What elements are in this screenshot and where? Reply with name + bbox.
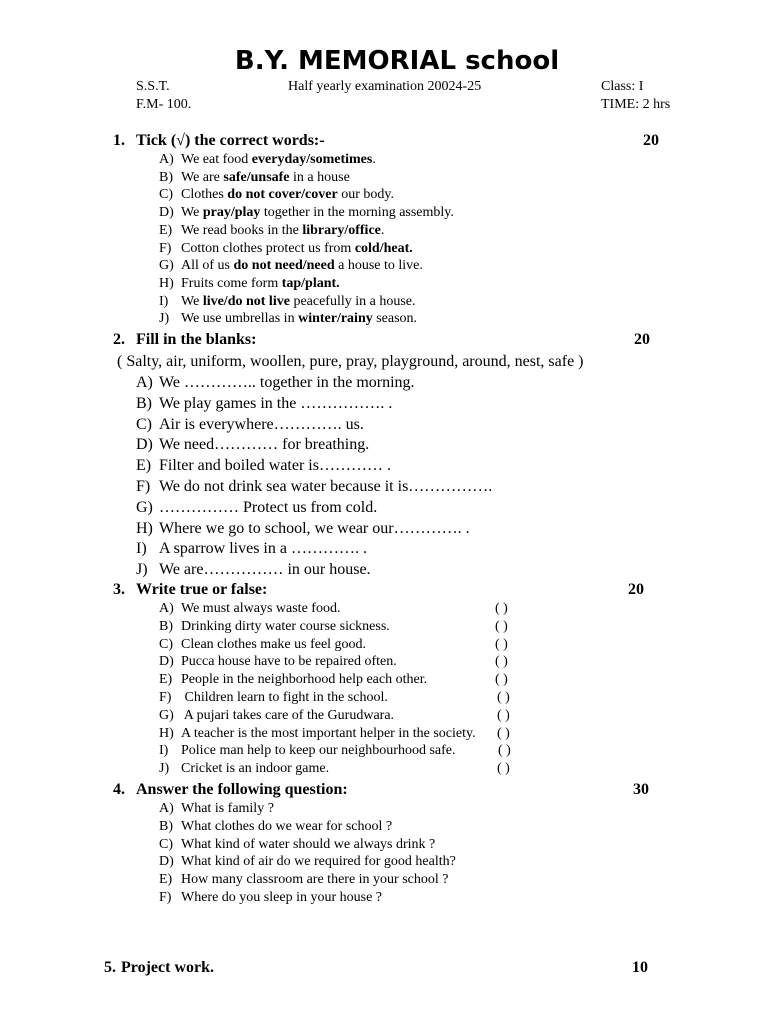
item-letter: A) [159, 152, 174, 167]
answer-blank: ( ) [495, 654, 508, 670]
item-text: We ………….. together in the morning. [159, 374, 415, 391]
item-letter: H) [136, 519, 153, 537]
item-letter: H) [159, 725, 174, 741]
choice-words: tap/plant. [281, 275, 340, 291]
answer-blank: ( ) [495, 601, 508, 616]
item-text: Clean clothes make us feel good. [181, 636, 367, 652]
item-text [181, 222, 384, 240]
item-letter: G) [159, 707, 174, 723]
exam-title: Half yearly examination 20024-25 [288, 79, 482, 94]
answer-blank: ( ) [498, 743, 511, 759]
item-text-part: . [380, 222, 385, 238]
item-letter: I) [136, 540, 147, 558]
item-letter: E) [159, 672, 173, 688]
answer-blank: ( ) [497, 707, 510, 723]
full-marks-label: F.M- 100. [136, 97, 192, 112]
choice-words: safe/unsafe [223, 169, 290, 185]
item-letter: A) [136, 374, 153, 391]
item-letter: B) [159, 169, 173, 185]
question-title: Fill in the blanks: [136, 331, 257, 348]
item-letter: D) [159, 205, 174, 221]
item-text: What kind of air do we required for good health? [181, 854, 456, 870]
item-text: Children learn to fight in the school. [181, 690, 388, 705]
item-letter: E) [136, 457, 152, 475]
item-text-part: We are [181, 169, 224, 185]
item-letter: C) [136, 415, 152, 433]
item-letter: C) [159, 836, 173, 852]
item-letter: G) [159, 258, 174, 274]
word-bank: ( Salty, air, uniform, woollen, pure, pray, playground, around, nest, safe ) [117, 353, 584, 370]
item-letter: J) [159, 761, 170, 777]
item-text: Drinking dirty water course sickness. [181, 618, 390, 634]
subject-label: S.S.T. [136, 79, 170, 94]
item-text: Filter and boiled water is………… . [159, 457, 391, 475]
item-text: Air is everywhere…………. us. [159, 415, 364, 433]
time-label: TIME: 2 hrs [601, 97, 671, 112]
item-text-part: our body. [337, 187, 394, 203]
item-letter: I) [159, 293, 169, 309]
answer-blank: ( ) [497, 761, 510, 777]
question-number: 3. [113, 581, 125, 598]
choice-words: cold/heat. [354, 240, 413, 256]
item-text [181, 275, 340, 293]
answer-blank: ( ) [497, 690, 510, 705]
item-letter: A) [159, 801, 174, 816]
item-text-part: Clothes [181, 187, 228, 203]
item-text-part: in a house [289, 169, 350, 185]
item-text: We must always waste food. [181, 601, 341, 616]
item-text [181, 151, 376, 169]
item-text-part: . [372, 152, 376, 167]
item-text [181, 310, 417, 328]
question-marks: 20 [634, 331, 650, 348]
item-text: People in the neighborhood help each other. [181, 672, 428, 688]
item-text: Pucca house have to be repaired often. [181, 654, 397, 670]
item-letter: H) [159, 275, 174, 291]
item-letter: C) [159, 636, 173, 652]
choice-words: do not need/need [233, 258, 335, 274]
choice-words: do not cover/cover [227, 187, 338, 203]
item-text: We need………… for breathing. [159, 436, 370, 454]
item-text-part: Fruits come form [181, 275, 282, 291]
item-text: A teacher is the most important helper in the society. [181, 725, 476, 741]
item-letter: C) [159, 187, 173, 203]
question-number: 4. [113, 781, 125, 798]
item-letter: B) [159, 818, 173, 834]
item-text [181, 293, 416, 311]
item-letter: D) [159, 854, 174, 870]
item-text: Where do you sleep in your house ? [181, 890, 382, 905]
item-text-part: We read books in the [181, 222, 303, 238]
item-text-part: We [181, 293, 203, 309]
question-marks: 20 [643, 132, 659, 149]
item-text: We play games in the ……………. . [159, 394, 393, 412]
item-letter: J) [136, 561, 148, 579]
item-text [181, 186, 394, 204]
item-letter: F) [136, 478, 151, 495]
item-letter: F) [159, 240, 172, 256]
school-name: B.Y. MEMORIAL school [234, 46, 560, 76]
item-letter: B) [136, 394, 152, 412]
item-letter: D) [159, 654, 174, 670]
item-text: What kind of water should we always drink ? [181, 836, 436, 852]
item-text-part: We use umbrellas in [181, 311, 299, 327]
question-number: 5. [104, 959, 116, 976]
item-text-part: We eat food [181, 152, 252, 167]
item-letter: B) [159, 618, 173, 634]
item-text-part: Cotton clothes protect us from [181, 240, 355, 256]
question-number: 2. [113, 331, 125, 348]
question-title: Tick (√) the correct words:- [136, 132, 325, 149]
item-letter: E) [159, 222, 173, 238]
question-number: 1. [113, 132, 125, 149]
item-text-part: a house to live. [334, 258, 423, 274]
item-text-part: We [181, 205, 203, 221]
item-letter: F) [159, 890, 172, 905]
item-letter: E) [159, 872, 173, 888]
item-text: We are…………… in our house. [159, 561, 371, 579]
item-text: How many classroom are there in your school ? [181, 872, 449, 888]
item-letter: A) [159, 601, 174, 616]
item-text-part: together in the morning assembly. [260, 205, 454, 221]
item-text [181, 169, 350, 187]
item-text: Cricket is an indoor game. [181, 761, 330, 777]
item-text [181, 204, 454, 222]
answer-blank: ( ) [495, 618, 508, 634]
item-letter: F) [159, 690, 172, 705]
question-marks: 10 [632, 959, 648, 976]
item-text: …………… Protect us from cold. [159, 498, 378, 516]
question-marks: 30 [633, 781, 649, 798]
item-text-part: All of us [181, 258, 234, 274]
item-text-part: season. [372, 311, 418, 327]
item-text [181, 257, 423, 275]
choice-words: library/office [302, 222, 381, 238]
item-letter: G) [136, 498, 153, 516]
item-text: Where we go to school, we wear our…………. . [159, 519, 470, 537]
item-text: Police man help to keep our neighbourhood safe. [181, 743, 456, 759]
choice-words: winter/rainy [298, 311, 373, 327]
item-letter: D) [136, 436, 153, 454]
item-text: We do not drink sea water because it is……………. [159, 478, 493, 495]
question-title: Answer the following question: [136, 781, 348, 798]
item-text: A pujari takes care of the Gurudwara. [181, 707, 395, 723]
question-marks: 20 [628, 581, 644, 598]
answer-blank: ( ) [495, 672, 508, 688]
choice-words: pray/play [202, 205, 261, 221]
item-letter: J) [159, 311, 170, 327]
class-label: Class: I [601, 79, 644, 94]
choice-words: live/do not live [202, 293, 290, 309]
question-title: Project work. [121, 959, 214, 976]
answer-blank: ( ) [495, 636, 508, 652]
item-text: What clothes do we wear for school ? [181, 818, 393, 834]
item-text: A sparrow lives in a …………. . [159, 540, 367, 558]
item-text: What is family ? [181, 801, 274, 816]
item-letter: I) [159, 743, 169, 759]
item-text [181, 240, 413, 258]
question-title: Write true or false: [136, 581, 268, 598]
choice-words: everyday/sometimes [251, 152, 373, 167]
item-text-part: peacefully in a house. [289, 293, 416, 309]
answer-blank: ( ) [497, 725, 510, 741]
